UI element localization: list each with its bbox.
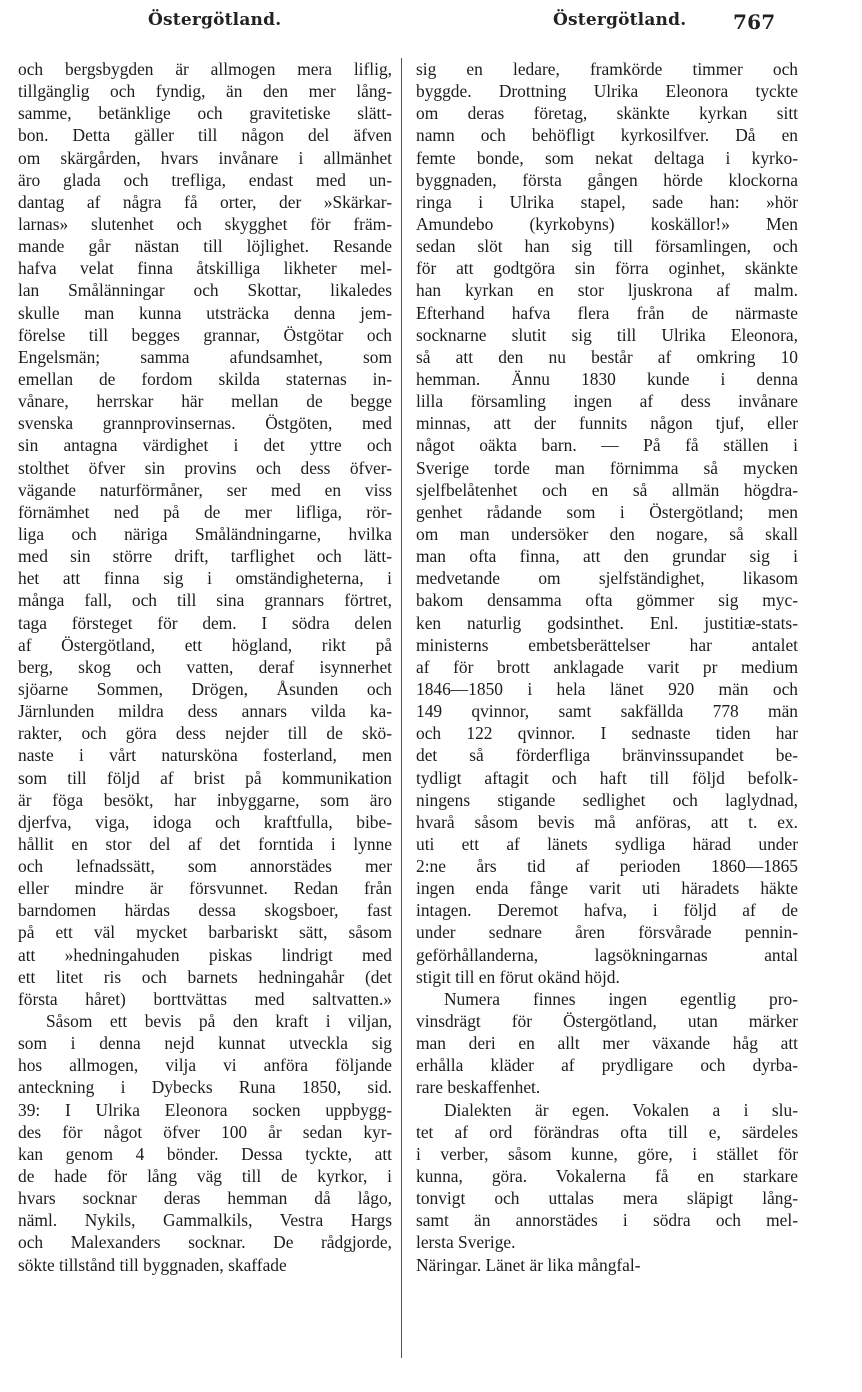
text-line: sedan slöt han sig till församlingen, och (416, 236, 798, 257)
text-line: naste i vårt natursköna fosterland, men (18, 745, 392, 766)
text-line: af Östergötland, ett högland, rikt på (18, 634, 392, 655)
text-line: hafva velat finna åtskilliga likheter mel- (18, 258, 392, 279)
text-line: barndomen härdas dessa skogsboer, fast (18, 900, 392, 921)
text-line: näml. Nykils, Gammalkils, Vestra Hargs (18, 1210, 392, 1231)
text-line: bon. Detta gäller till någon del äfven (18, 125, 392, 146)
text-line: är föga besökt, har inbyggarne, som äro (18, 789, 392, 810)
text-line: Dialekten är egen. Vokalen a i slu- (444, 1099, 798, 1120)
text-line: lan Smålänningar och Skottar, likaledes (18, 280, 392, 301)
text-line: något oäkta barn. — På få ställen i (416, 435, 798, 456)
text-line: för att godtgöra sin förra oginhet, skänkte (416, 258, 798, 279)
text-line: svenska grannprovinsernas. Östgöten, med (18, 413, 392, 434)
text-line: namn och behöfligt kyrkosilfver. Då en (416, 125, 798, 146)
text-line: man ofta finna, att den grundar sig i (416, 546, 798, 567)
text-line: ken naturlig godsinthet. Enl. justitiæ-stats- (416, 612, 798, 633)
text-line: 2:ne års tid af perioden 1860—1865 (416, 856, 798, 877)
text-line: bakom densamma ofta gömmer sig myc- (416, 590, 798, 611)
text-line: med sin större drift, tarflighet och lätt- (18, 546, 392, 567)
text-line: djerfva, viga, idoga och kraftfulla, bibe- (18, 811, 392, 832)
text-line: ringa i Ulrika stapel, sade han: »hör (416, 191, 798, 212)
text-line: under sednare åren försvårade pennin- (416, 922, 798, 943)
text-line: socknarne slutit sig till Ulrika Eleonora, (416, 324, 798, 345)
text-line: skulle man kunna utsträcka denna jem- (18, 302, 392, 323)
text-line: tillgänglig och fyndig, än den mer lång- (18, 81, 392, 102)
text-line: ett litet ris och barnets hedningahår (det (18, 966, 392, 987)
text-line: ministerns embetsberättelser har antalet (416, 634, 798, 655)
text-line: genhet rådande som i Östergötland; men (416, 501, 798, 522)
text-line: Numera finnes ingen egentlig pro- (444, 988, 798, 1009)
text-line: Engelsmän; samma afundsamhet, som (18, 346, 392, 367)
text-line: första håret) borttvättas med saltvatten.» (18, 988, 392, 1009)
text-line: taga försteget för dem. I södra delen (18, 612, 392, 633)
text-line: vinsdrägt för Östergötland, utan märker (416, 1011, 798, 1032)
text-line: des för något öfver 100 år sedan kyr- (18, 1121, 392, 1142)
text-line: tet af ord förändras ofta till e, särdeles (416, 1121, 798, 1142)
text-line: och lefnadssätt, som annorstädes mer (18, 856, 392, 877)
text-line: hållit en stor del af det forntida i lynne (18, 833, 392, 854)
text-line: Såsom ett bevis på den kraft i viljan, (46, 1011, 392, 1032)
text-line: het att finna sig i omständigheterna, i (18, 568, 392, 589)
text-line: sökte tillstånd till byggnaden, skaffade (18, 1254, 287, 1275)
text-line: som i denna nejd kunnat utveckla sig (18, 1033, 392, 1054)
column-divider (401, 58, 402, 1358)
text-line: hvars socknar deras hemman då lågo, (18, 1188, 392, 1209)
text-line: rakter, och göra dess nejder till de skö- (18, 723, 392, 744)
text-line: byggnaden, första gången hörde klockorna (416, 169, 798, 190)
text-line: af för brott anklagade varit pr medium (416, 656, 798, 677)
text-line: emellan de fordom skilda staternas in- (18, 368, 392, 389)
text-line: femte bonde, som nekat deltaga i kyrko- (416, 147, 798, 168)
text-line: förelse till begges grannar, Östgötar och (18, 324, 392, 345)
text-line: eller mindre är försvunnet. Redan från (18, 878, 392, 899)
text-line: hos allmogen, vilja vi anföra följande (18, 1055, 392, 1076)
text-line: man deri en allt mer växande håg att (416, 1033, 798, 1054)
text-line: 1846—1850 i hela länet 920 män och (416, 678, 798, 699)
text-line: om skärgården, hvars invånare i allmänhet (18, 147, 392, 168)
page-number: 767 (733, 10, 776, 34)
text-line: Näringar. Länet är lika mångfal- (416, 1254, 641, 1275)
text-line: minnas, att der funnits någon tjuf, eller (416, 413, 798, 434)
text-line: ningens stigande sedlighet och laglydnad, (416, 789, 798, 810)
text-line: vägande naturförmåner, ser med en viss (18, 479, 392, 500)
text-line: erhålla kläder af prydligare och dyrba- (416, 1055, 798, 1076)
text-line: Efterhand hafva flera från de närmaste (416, 302, 798, 323)
text-line: förnämhet ned på de mer lifliga, rör- (18, 501, 392, 522)
text-line: på ett väl mycket barbariskt sätt, såsom (18, 922, 392, 943)
text-line: han kyrkan en stor ljuskrona af malm. (416, 280, 798, 301)
text-line: och Malexanders socknar. De rådgjorde, (18, 1232, 392, 1253)
text-line: så att den nu består af omkring 10 (416, 346, 798, 367)
text-line: byggde. Drottning Ulrika Eleonora tyckte (416, 81, 798, 102)
text-line: hemman. Ännu 1830 kunde i denna (416, 368, 798, 389)
text-line: många fall, och till sina grannars förtret, (18, 590, 392, 611)
text-line: tydligt aftagit och haft till följd befolk- (416, 767, 798, 788)
text-line: liga och näriga Småländningarne, hvilka (18, 523, 392, 544)
text-line: 39: I Ulrika Eleonora socken uppbygg- (18, 1099, 392, 1120)
text-line: och bergsbygden är allmogen mera liflig, (18, 59, 392, 79)
text-line: dantag af några få orter, der »Skärkar- (18, 191, 392, 212)
text-line: sjelfbelåtenhet och en så allmän högdra- (416, 479, 798, 500)
text-line: som till följd af brist på kommunikation (18, 767, 392, 788)
text-line: samt än annorstädes i södra och mel- (416, 1210, 798, 1231)
text-line: i verber, såsom kunne, göre, i stället för (416, 1143, 798, 1164)
left-column (18, 58, 392, 1276)
text-line: intagen. Deremot hafva, i följd af de (416, 900, 798, 921)
text-line: sig en ledare, framkörde timmer och (416, 59, 798, 79)
text-line: sjöarne Sommen, Drögen, Åsunden och (18, 678, 392, 699)
text-line: larnas» slutenhet och skygghet för främ- (18, 213, 392, 234)
text-line: geförhållanderna, lagsökningarnas antal (416, 944, 798, 965)
text-line: 149 qvinnor, samt sakfällda 778 män (416, 701, 798, 722)
text-line: stolthet öfver sin provins och dess öfver- (18, 457, 392, 478)
text-line: tonvigt och uttalas mera släpigt lång- (416, 1188, 798, 1209)
text-line: det så förderfliga bränvinssupandet be- (416, 745, 798, 766)
running-header-left: Östergötland. (148, 10, 282, 30)
text-line: lersta Sverige. (416, 1232, 516, 1253)
text-line: lilla församling ingen af dess invånare (416, 391, 798, 412)
text-line: och 122 qvinnor. I sednaste tiden har (416, 723, 798, 744)
text-line: anteckning i Dybecks Runa 1850, sid. (18, 1077, 392, 1098)
text-line: om man undersöker den nogare, så skall (416, 523, 798, 544)
text-line: stigit till en förut okänd höjd. (416, 966, 620, 987)
text-line: medvetande om sjelfständighet, likasom (416, 568, 798, 589)
text-line: berg, skog och vatten, deraf isynnerhet (18, 656, 392, 677)
text-line: hvarå såsom bevis må anföras, att t. ex. (416, 811, 798, 832)
text-line: Amundebo (kyrkobyns) koskällor!» Men (416, 213, 798, 234)
text-line: Järnlunden mildra dess annars vilda ka- (18, 701, 392, 722)
right-column (416, 58, 798, 1276)
text-line: samme, betänklige och gravitetiske slätt- (18, 103, 392, 124)
running-header-right: Östergötland. (553, 10, 687, 30)
text-line: uti ett af länets sydliga härad under (416, 833, 798, 854)
text-line: ingen enda fånge varit uti häradets häkte (416, 878, 798, 899)
text-line: vånare, herrskar här mellan de begge (18, 391, 392, 412)
text-line: om deras företag, skänkte kyrkan sitt (416, 103, 798, 124)
text-line: äro glada och trefliga, endast med un- (18, 169, 392, 190)
text-line: Sverige torde man förnimma så mycken (416, 457, 798, 478)
text-line: kan genom 4 bönder. Dessa tyckte, att (18, 1143, 392, 1164)
text-line: rare beskaffenhet. (416, 1077, 541, 1098)
text-line: mande går nästan till löjlighet. Resande (18, 236, 392, 257)
text-line: de hade för lång väg till de kyrkor, i (18, 1166, 392, 1187)
text-line: sin antagna värdighet i det yttre och (18, 435, 392, 456)
text-line: kunna, göra. Vokalerna få en starkare (416, 1166, 798, 1187)
text-line: att »hedningahuden piskas lindrigt med (18, 944, 392, 965)
